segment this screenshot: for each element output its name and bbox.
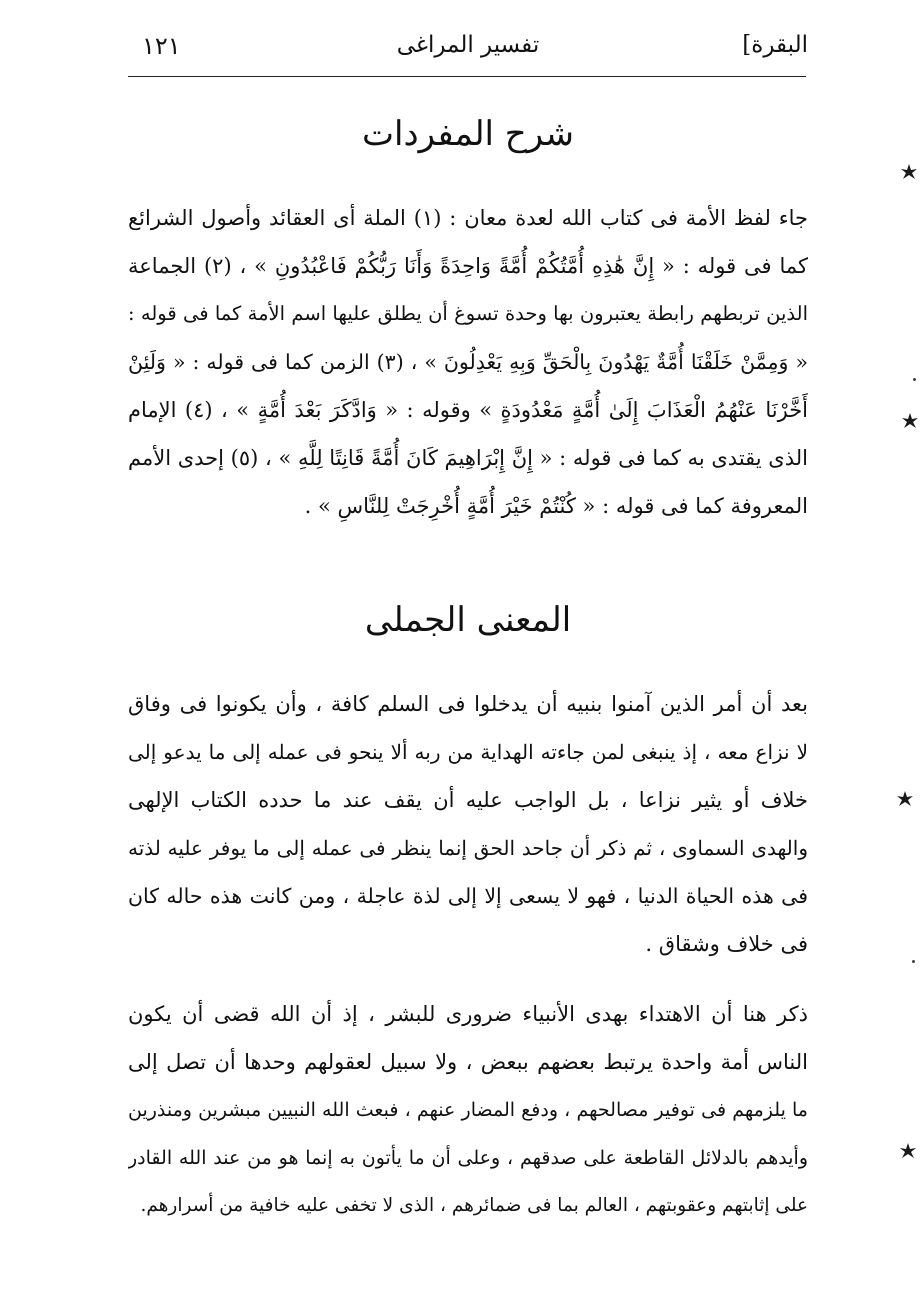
- text-line: خلاف أو يثير نزاعا ، بل الواجب عليه أن يقف عند ما حدده الكتاب الإلهى: [128, 788, 808, 812]
- section-heading-mana: المعنى الجملى: [364, 600, 572, 640]
- surah-bracket: ]: [742, 32, 752, 58]
- text-line: « وَمِمَّنْ خَلَقْنَا أُمَّةٌ يَهْدُونَ بِالْحَقِّ وَبِهِ يَعْدِلُونَ » ، (٣) الزمن كما فى قوله : « وَلَئِنْ: [128, 350, 808, 374]
- text-line: الذين تربطهم رابطة يعتبرون بها وحدة تسوغ أن يطلق عليها اسم الأمة كما فى قوله :: [128, 302, 808, 325]
- text-line: وأيدهم بالدلائل القاطعة على صدقهم ، وعلى أن ما يأتون به إنما هو من عند الله القادر: [128, 1147, 808, 1169]
- ink-speck: [913, 378, 916, 381]
- asterisk-flower-ornament-icon: [899, 163, 919, 181]
- header-rule: [128, 76, 806, 77]
- mana-paragraph-1: [128, 680, 808, 968]
- asterisk-flower-ornament-icon: [898, 1142, 918, 1160]
- text-line: لا نزاع معه ، إذ ينبغى لمن جاءته الهداية من ربه ألا ينحو فى عمله إلى ما يدعو إلى: [128, 740, 808, 764]
- text-line: فى خلاف وشقاق .: [645, 932, 808, 956]
- surah-name-text: البقرة: [751, 32, 808, 58]
- text-line: الناس أمة واحدة يرتبط بعضهم ببعض ، ولا سبيل لعقولهم وحدها أن تصل إلى: [128, 1050, 808, 1074]
- section-heading-mufradat: شرح المفردات: [361, 114, 575, 154]
- text-line: على إثابتهم وعقوبتهم ، العالم بما فى ضمائرهم ، الذى لا تخفى عليه خافية من أسرارهم.: [140, 1195, 808, 1216]
- text-line: الذى يقتدى به كما فى قوله : « إِنَّ إِبْرَاهِيمَ كَانَ أُمَّةً قَانِتًا لِلَّهِ » ، (٥) إحدى الأمم: [128, 446, 808, 470]
- mana-paragraph-2: [128, 990, 808, 1230]
- text-line: ذكر هنا أن الاهتداء بهدى الأنبياء ضرورى للبشر ، إذ أن الله قضى أن يكون: [128, 1002, 808, 1026]
- text-line: ما يلزمهم فى توفير مصالحهم ، ودفع المضار عنهم ، فبعث الله النبيين مبشرين ومنذرين: [128, 1099, 808, 1121]
- mufradat-paragraph: [128, 194, 808, 530]
- text-line: كما فى قوله : « إِنَّ هَٰذِهِ أُمَّتُكُمْ أُمَّةً وَاحِدَةً وَأَنَا رَبُّكُمْ فَاعْبُدُونِ » ، (٢) الجماعة: [128, 254, 808, 278]
- running-header: [128, 30, 808, 74]
- text-line: والهدى السماوى ، ثم ذكر أن جاحد الحق إنما ينظر فى عمله إلى ما يوفر عليه لذته: [128, 836, 808, 860]
- text-line: أَخَّرْنَا عَنْهُمُ الْعَذَابَ إِلَىٰ أُمَّةٍ مَعْدُودَةٍ » وقوله : « وَادَّكَرَ بَعْدَ أُمَّةٍ » ، (٤) الإمام: [128, 398, 808, 422]
- text-line: فى هذه الحياة الدنيا ، فهو لا يسعى إلا إلى لذة عاجلة ، ومن كانت هذه حاله كان: [128, 884, 808, 908]
- text-line: المعروفة كما فى قوله : « كُنْتُمْ خَيْرَ أُمَّةٍ أُخْرِجَتْ لِلنَّاسِ » .: [304, 494, 808, 518]
- asterisk-flower-ornament-icon: [895, 790, 915, 808]
- asterisk-flower-ornament-icon: [900, 412, 920, 430]
- ink-speck: [912, 960, 915, 963]
- page-number: ١٢١: [142, 32, 181, 60]
- text-line: جاء لفظ الأمة فى كتاب الله لعدة معان : (١) الملة أى العقائد وأصول الشرائع: [128, 206, 808, 230]
- book-title: تفسير المراغى: [396, 32, 540, 58]
- text-line: بعد أن أمر الذين آمنوا بنبيه أن يدخلوا فى السلم كافة ، وأن يكونوا فى وفاق: [128, 692, 808, 716]
